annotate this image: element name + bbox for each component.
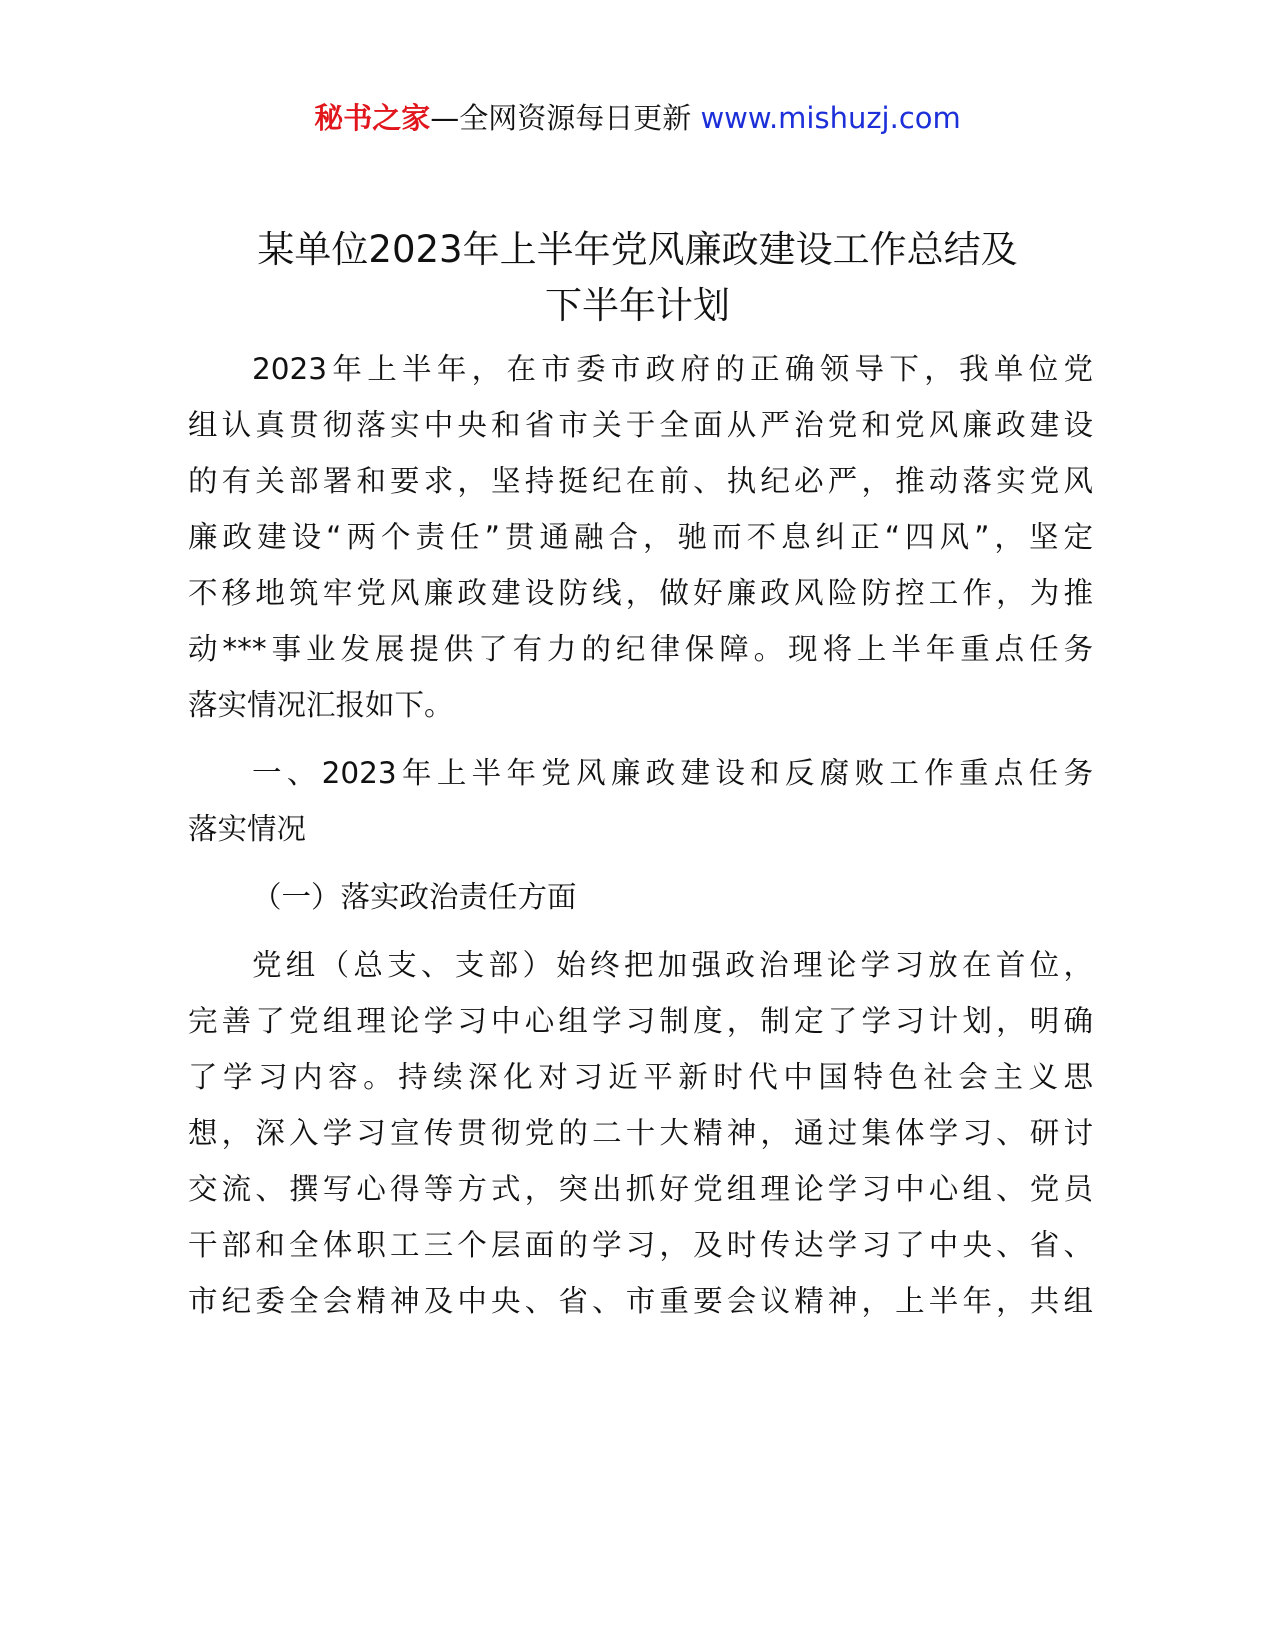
text-line: 想，深入学习宣传贯彻党的二十大精神，通过集体学习、研讨	[188, 1116, 1093, 1150]
subheading-line: （一）落实政治责任方面	[252, 880, 577, 914]
text-line: 党组（总支、支部）始终把加强政治理论学习放在首位，	[252, 948, 1093, 982]
heading-line: 一、2023年上半年党风廉政建设和反腐败工作重点任务	[252, 756, 1093, 790]
header-slogan: —全网资源每日更新	[430, 101, 692, 135]
text-line: 交流、撰写心得等方式，突出抓好党组理论学习中心组、党员	[188, 1172, 1093, 1206]
site-url-link[interactable]: www.mishuzj.com	[700, 101, 961, 135]
section-heading-1	[188, 745, 1093, 857]
body-paragraph	[188, 937, 1093, 1329]
title-line-2: 下半年计划	[545, 284, 730, 327]
text-line: 市纪委全会精神及中央、省、市重要会议精神，上半年，共组	[188, 1284, 1093, 1318]
text-line: 不移地筑牢党风廉政建设防线，做好廉政风险防控工作，为推	[188, 576, 1093, 610]
heading-line: 落实情况	[188, 812, 307, 846]
intro-paragraph	[188, 341, 1093, 733]
text-line: 落实情况汇报如下。	[188, 688, 454, 722]
site-header	[0, 98, 1275, 138]
text-line: 完善了党组理论学习中心组学习制度，制定了学习计划，明确	[188, 1004, 1093, 1038]
text-line: 组认真贯彻落实中央和省市关于全面从严治党和党风廉政建设	[188, 408, 1093, 442]
subsection-heading-1	[188, 869, 1093, 925]
document-title	[180, 222, 1095, 334]
brand-name: 秘书之家	[314, 101, 431, 135]
title-line-1: 某单位2023年上半年党风廉政建设工作总结及	[257, 228, 1018, 271]
text-line: 干部和全体职工三个层面的学习，及时传达学习了中央、省、	[188, 1228, 1093, 1262]
text-line: 廉政建设“两个责任”贯通融合，驰而不息纠正“四风”，坚定	[188, 520, 1093, 554]
text-line: 2023年上半年，在市委市政府的正确领导下，我单位党	[252, 352, 1093, 386]
document-body	[188, 341, 1093, 1341]
text-line: 的有关部署和要求，坚持挺纪在前、执纪必严，推动落实党风	[188, 464, 1093, 498]
text-line: 动***事业发展提供了有力的纪律保障。现将上半年重点任务	[188, 632, 1093, 666]
text-line: 了学习内容。持续深化对习近平新时代中国特色社会主义思	[188, 1060, 1093, 1094]
